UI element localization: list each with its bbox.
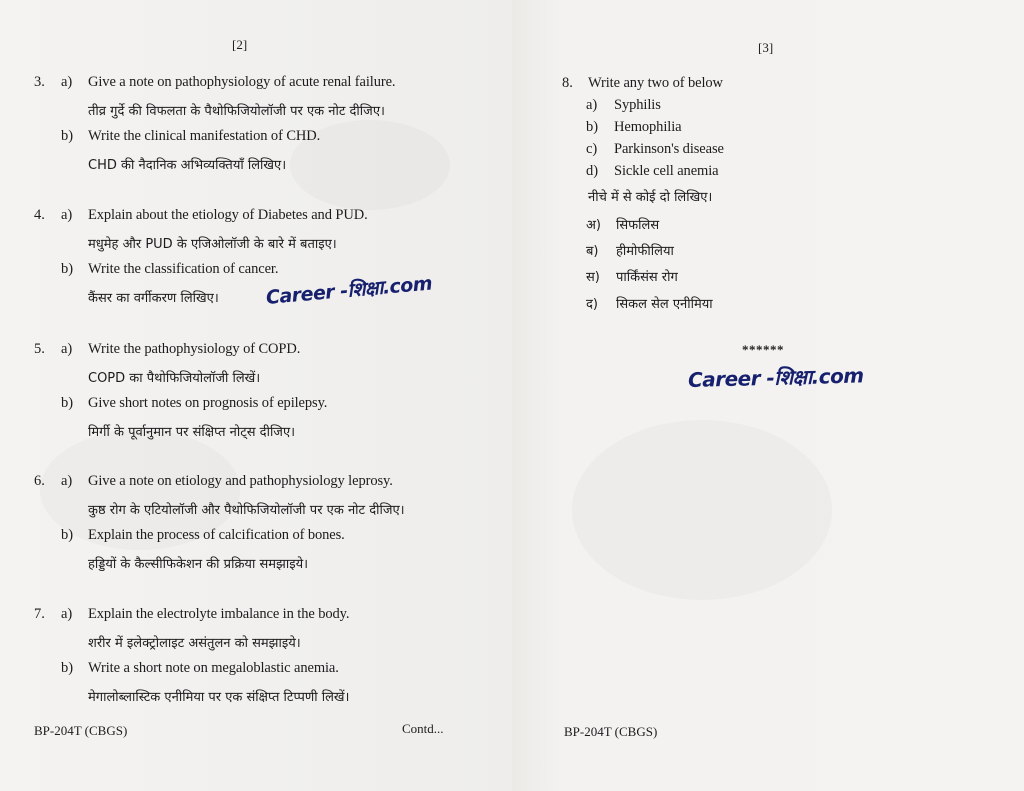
part-label: a) — [61, 341, 73, 357]
option-text-en: Sickle cell anemia — [614, 163, 719, 179]
watermark: Career -शिक्षा.com — [265, 272, 433, 309]
question-number: 6. — [34, 473, 45, 489]
part-label: a) — [61, 473, 73, 489]
question-text-en: Write the clinical manifestation of CHD. — [88, 128, 321, 144]
question-number: 5. — [34, 341, 45, 357]
question-text-hi: मेगालोब्लास्टिक एनीमिया पर एक संक्षिप्त टिप्पणी लिखें। — [88, 690, 350, 705]
question-text-en: Give a note on pathophysiology of acute renal failure. — [88, 74, 396, 90]
option-text-hi: सिफलिस — [616, 218, 660, 233]
option-text-hi: हीमोफीलिया — [616, 244, 674, 259]
question-number: 8. — [562, 75, 573, 91]
question-text-hi: हड्डियों के कैल्सीफिकेशन की प्रक्रिया समझाइये। — [88, 557, 309, 572]
question-text-hi: कैंसर का वर्गीकरण लिखिए। — [88, 291, 219, 306]
question-text-en: Write a short note on megaloblastic anemia. — [88, 660, 339, 676]
question-text-en: Explain the electrolyte imbalance in the body. — [88, 606, 350, 622]
question-number: 4. — [34, 207, 45, 223]
question-number: 3. — [34, 74, 45, 90]
page-number: [2] — [232, 37, 248, 52]
right-page — [512, 0, 1024, 791]
question-text-en: Explain about the etiology of Diabetes and PUD. — [88, 207, 368, 223]
question-text-hi: शरीर में इलेक्ट्रोलाइट असंतुलन को समझाइये। — [88, 636, 301, 651]
part-label: b) — [61, 395, 74, 411]
question-text-hi: CHD की नैदानिक अभिव्यक्तियाँ लिखिए। — [88, 158, 287, 173]
footer-code: BP-204T (CBGS) — [564, 724, 658, 739]
question-text-en: Give short notes on prognosis of epilepsy. — [88, 395, 328, 411]
option-label: स) — [586, 270, 600, 285]
question-text-hi: तीव्र गुर्दे की विफलता के पैथोफिजियोलॉजी पर एक नोट दीजिए। — [88, 104, 385, 119]
question-number: 7. — [34, 606, 45, 622]
part-label: a) — [61, 606, 73, 622]
question-text-hi: कुष्ठ रोग के एटियोलॉजी और पैथोफिजियोलॉजी पर एक नोट दीजिए। — [88, 503, 405, 518]
question-text-hi: मिर्गी के पूर्वानुमान पर संक्षिप्त नोट्स दीजिए। — [88, 425, 296, 440]
question-text-en: Give a note on etiology and pathophysiology leprosy. — [88, 473, 393, 489]
option-label: अ) — [586, 218, 602, 233]
question-prompt-en: Write any two of below — [588, 75, 723, 91]
option-text-hi: पार्किंसंस रोग — [616, 270, 678, 285]
question-text-en: Write the classification of cancer. — [88, 261, 279, 277]
option-label: d) — [586, 163, 599, 179]
part-label: b) — [61, 660, 74, 676]
part-label: b) — [61, 261, 74, 277]
footer-code: BP-204T (CBGS) — [34, 723, 128, 738]
question-text-hi: मधुमेह और PUD के एजिओलॉजी के बारे में बताइए। — [88, 237, 337, 252]
option-text-en: Syphilis — [614, 97, 661, 113]
part-label: a) — [61, 74, 73, 90]
question-text-en: Explain the process of calcification of bones. — [88, 527, 345, 543]
question-text-hi: COPD का पैथोफिजियोलॉजी लिखें। — [88, 371, 261, 386]
footer-contd: Contd... — [402, 721, 444, 736]
option-label: a) — [586, 97, 598, 113]
option-label: द) — [586, 297, 598, 312]
part-label: b) — [61, 128, 74, 144]
option-label: ब) — [586, 244, 599, 259]
watermark: Career -शिक्षा.com — [687, 363, 864, 392]
question-text-en: Write the pathophysiology of COPD. — [88, 341, 301, 357]
option-label: c) — [586, 141, 598, 157]
option-label: b) — [586, 119, 599, 135]
part-label: a) — [61, 207, 73, 223]
part-label: b) — [61, 527, 74, 543]
end-marker: ****** — [742, 342, 784, 357]
option-text-en: Hemophilia — [614, 119, 682, 135]
option-text-hi: सिकल सेल एनीमिया — [616, 297, 713, 312]
question-prompt-hi: नीचे में से कोई दो लिखिए। — [588, 190, 713, 205]
page-number: [3] — [758, 40, 774, 55]
option-text-en: Parkinson's disease — [614, 141, 724, 157]
